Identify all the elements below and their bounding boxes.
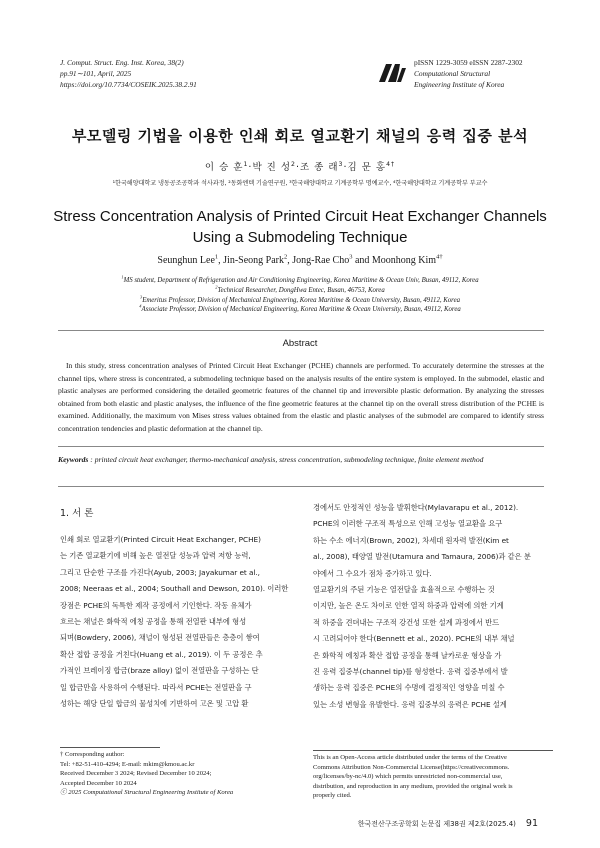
keywords-separator: : [88,455,95,464]
author-sup: 2 [284,253,288,261]
abstract-top-rule [58,330,544,331]
issn-line: pISSN 1229-3059 eISSN 2287-2302 [414,58,523,67]
author-name: 김 문 홍 [347,162,387,173]
text-line: 시 고려되어야 한다(Bennett et al., 2020). PCHE의 내부 채널 [313,634,515,644]
text-line: 하는 수소 에너지(Brown, 2002), 차세대 원자력 발전(Kim et [313,535,509,545]
affiliation-line [0,305,600,315]
affiliation-text: MS student, Department of Refrigeration and Air Conditioning Engineering, Korea Maritime & Ocean Univ, Busan, 49112, Korea [123,277,479,284]
page-number: 91 [525,818,538,829]
author-sup: 1 [243,160,249,168]
affiliation-text: Associate Professor, Division of Mechanical Engineering, Korea Maritime & Ocean University, Busan, 49112, Korea [141,306,461,314]
footnote-line: Tel: +82-51-410-4294; E-mail: mkim@kmou.ac.kr [60,760,195,768]
text-line: 흐르는 채널은 화학적 에칭 공정을 통해 전열판 내부에 형성 [60,617,247,627]
section-heading: 1. 서 론 [60,508,94,519]
affiliations-korean: ¹한국해양대학교 냉동공조공학과 석사과정, ²동화엔텍 기술연구원, ³한국해양대학교 기계공학부 명예교수, ⁴한국해양대학교 기계공학부 부교수 [112,180,488,187]
header-left-line: pp.91∼101, April, 2025 [60,69,132,78]
keywords-text: printed circuit heat exchanger, thermo-mechanical analysis, stress concentration, submodeling technique, finite element method [94,455,484,464]
journal-header-right [414,57,523,90]
abstract-bottom-rule [58,446,544,447]
text-line: 야에서 그 수요가 점차 증가하고 있다. [313,568,432,578]
footnote-line: † Corresponding author: [60,751,125,758]
affiliation-sup: 2 [215,284,218,290]
footnote-line: distribution, and reproduction in any medium, provided the original work is [313,782,513,790]
author-list-english: Seunghun Lee$^1$, Jin-Seong Park$^2$, Jong-Rae Cho$^3$ and Moonhong Kim$^{4\dagger}$ [157,253,443,266]
affiliation-sup: 4 [139,304,142,310]
title-line: Using a Submodeling Technique [192,229,408,246]
footnote-line: properly cited. [313,792,352,800]
author-sup: 4† [386,160,396,168]
page-footer [358,818,538,829]
affiliation-sup: 3 [140,294,143,300]
text-line: 적 하중을 견뎌내는 구조적 강건성 또한 설계 과정에서 반드 [313,617,500,627]
affiliation-line [0,286,600,296]
footnote-line: ⓒ 2025 Computational Structural Engineering Institute of Korea [60,789,234,797]
footnote-rule [60,747,160,748]
journal-logo-icon [377,62,407,84]
text-line: 있는 소성 변형을 유발한다. 응력 집중부의 응력은 PCHE 설계 [313,699,507,709]
paper-title-english [0,206,600,248]
author-name: Jin-Seong Park [223,255,284,266]
affiliation-line [0,276,600,286]
text-line: 경에서도 안정적인 성능을 발휘한다(Mylavarapu et al., 2012). [313,503,519,512]
footnote-line: This is an Open-Access article distributed under the terms of the Creative [313,754,507,761]
affiliation-text: Emeritus Professor, Division of Mechanical Engineering, Korea Maritime & Ocean University, Busan, 49112, Korea [142,296,460,304]
keywords-bottom-rule [58,486,544,487]
author-sup: 4† [436,253,443,261]
header-right-line: Computational Structural [414,69,491,78]
affiliation-line [0,296,600,306]
keywords [58,453,544,466]
text-line: 생하는 응력 집중은 PCHE의 수명에 결정적인 영향을 미칠 수 [313,683,505,693]
footnote-line: Commons Attribution Non-Commercial License(https://creativecommons. [313,763,510,771]
abstract-body: In this study, stress concentration analyses of Printed Circuit Heat Exchanger (PCHE) channels are performed. To accurately determine the stresses at the channel tips, where stress is concentrated, a submodeling technique based on the analysis results of the entire system is employed. In the submodel, elastic and plastic analyses are performed considering the detailed geometric features of the channel tip and irreversible plastic deformation. By analyzing the stresses obtained from both elastic and plastic analyses, the influence of the fine geometric features at the channel tip on the overall stress distribution of the PCHE is examined. Additionally, the maximum von Mises stress values obtained from the elastic and plastic analyses of the submodel are compared to identify stress concentration tendencies and plastic deformation at the channel tip. [58,361,544,433]
author-name: 이 승 훈 [204,162,244,173]
author-name: Jong-Rae Cho [292,255,350,266]
author-name: Seunghun Lee [157,255,215,266]
text-line: 는 기존 열교환기에 비해 높은 열전달 성능과 압력 저항 능력, [60,551,251,561]
text-line: 이지만, 높은 온도 차이로 인한 열적 하중과 압력에 의한 기계 [313,601,504,611]
text-line: al., 2008), 태양열 발전(Utamura and Tamaura, 2006)과 같은 분 [313,552,531,562]
text-line: 성하는 해당 단일 합금의 물성치에 기반하여 고온 및 고압 환 [60,699,249,709]
text-line: 인쇄 회로 열교환기(Printed Circuit Heat Exchanger, PCHE) [60,535,261,544]
text-line: 진 응력 집중부(channel tip)를 형성한다. 응력 집중부에서 발 [313,667,508,677]
open-access-notice [313,750,553,801]
author-sup: 1 [214,253,219,261]
body-column-left [60,532,300,712]
text-line: PCHE의 이러한 구조적 특성으로 인해 고성능 열교환을 요구 [313,519,503,529]
corresponding-author-footnote [60,750,233,798]
text-line: 장점은 PCHE의 독특한 제작 공정에서 기인한다. 작동 유체가 [60,600,252,610]
author-sup: 3 [338,160,344,168]
footnote-line: Accepted December 10 2024 [60,779,137,787]
header-left-line: https://doi.org/10.7734/COSEIK.2025.38.2.91 [60,80,197,89]
author-name: 박 진 성 [252,162,292,173]
journal-header-left [60,57,197,90]
author-name: Moonhong Kim [371,255,437,266]
affiliation-text: Technical Researcher, DongHwa Entec, Busan, 46753, Korea [217,286,385,294]
author-sup: 3 [349,253,353,261]
abstract-heading: Abstract [282,338,318,349]
footnote-line: org/licenses/by-nc/4.0) which permits unrestricted non-commercial use, [313,773,503,781]
text-line: 되며(Bowdery, 2006), 채널이 형성된 전열판들은 층층이 쌓여 [60,633,260,643]
keywords-label: Keywords [58,455,89,464]
footnote-line: Received December 3 2024; Revised December 10 2024; [60,770,212,778]
body-column-right [313,500,553,713]
title-line: Stress Concentration Analysis of Printed Circuit Heat Exchanger Channels [53,208,547,225]
journal-citation: 한국전산구조공학회 논문집 제38권 제2호(2025.4) [357,820,516,828]
paper-title-korean: 부모델링 기법을 이용한 인쇄 회로 열교환기 채널의 응력 집중 분석 [71,127,529,145]
header-left-line: J. Comput. Struct. Eng. Inst. Korea, 38(2) [60,58,184,67]
affiliations-english [0,276,600,315]
text-line: 가적인 브레이징 합금(braze alloy) 없이 전열판을 구성하는 단 [60,666,259,676]
text-line: 그리고 단순한 구조를 가진다(Ayub, 2003; Jayakumar et al., [60,567,260,577]
header-right-line: Engineering Institute of Korea [414,80,505,89]
text-line: 2008; Neeraas et al., 2004; Southall and Dewson, 2010). 이러한 [60,584,289,594]
author-name: 조 종 래 [299,162,339,173]
author-sup: 2 [291,160,296,168]
affiliation-sup: 1 [121,274,124,280]
text-line: 일 합금만을 사용하여 수행된다. 따라서 PCHE는 전열판을 구 [60,682,252,692]
text-line: 열교환기의 주된 기능은 열전달을 효율적으로 수행하는 것 [313,585,495,595]
text-line: 확산 접합 공정을 거친다(Huang et al., 2019). 이 두 공정은 추 [60,649,263,659]
author-list-korean: 이 승 훈$^1$·박 진 성$^2$·조 종 래$^3$·김 문 홍$^{4\dagger}$ [204,160,396,173]
text-line: 은 화학적 에칭과 확산 접합 공정을 통해 날카로운 형상을 가 [313,650,502,660]
